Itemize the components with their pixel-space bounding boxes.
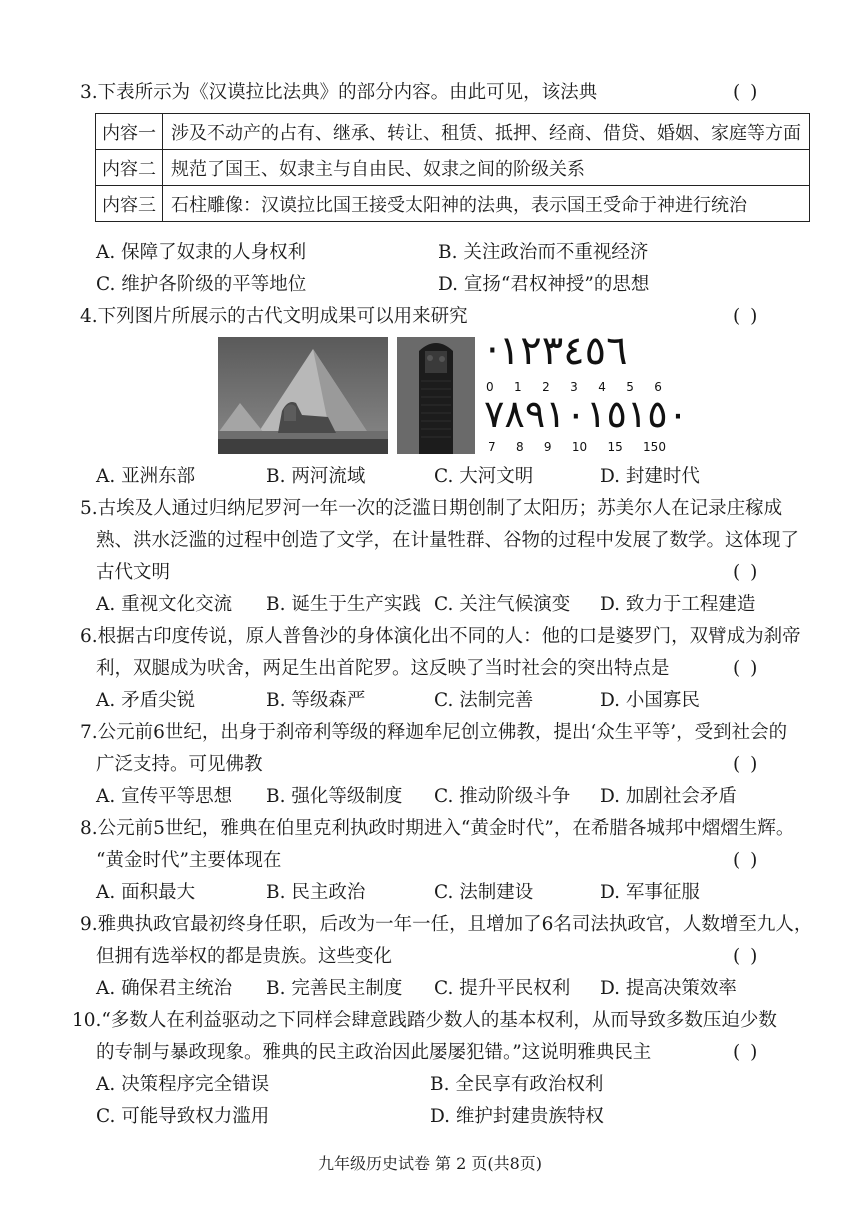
number-label: 6: [654, 380, 662, 394]
q8-answer-paren: ( ): [733, 850, 760, 871]
table-cell: 涉及不动产的占有、继承、转让、租赁、抵押、经商、借贷、婚姻、家庭等方面: [163, 114, 810, 150]
q9-answer-paren: ( ): [733, 946, 760, 967]
q5-option-b: B. 诞生于生产实践: [266, 594, 421, 615]
arabic-numerals-figure: [482, 328, 689, 458]
q5-option-a: A. 重视文化交流: [96, 594, 233, 615]
q7-option-b: B. 强化等级制度: [266, 786, 403, 807]
q5-stem-line-3: 古代文明: [96, 562, 171, 583]
q3-option-b: B. 关注政治而不重视经济: [438, 242, 649, 263]
pyramid-sphinx-image: [218, 337, 388, 454]
q5-stem-line-1: 5.古埃及人通过归纳尼罗河一年一次的泛滥日期创制了太阳历；苏美尔人在记录庄稼成: [80, 498, 783, 519]
number-label: 7: [488, 440, 496, 454]
hammurabi-stele-image: [397, 337, 475, 454]
q6-option-a: A. 矛盾尖锐: [96, 690, 196, 711]
q8-option-d: D. 军事征服: [600, 882, 700, 903]
table-row: [96, 150, 810, 186]
q9-stem-line-1: 9.雅典执政官最初终身任职，后改为一年一任，且增加了6名司法执政官，人数增至九人，: [80, 914, 813, 935]
number-label: 10: [571, 440, 588, 454]
q6-stem-line-2: 利，双腿成为吠舍，两足生出首陀罗。这反映了当时社会的突出特点是: [96, 658, 670, 679]
q7-stem-line-2: 广泛支持。可见佛教: [96, 754, 263, 775]
q5-answer-paren: ( ): [733, 562, 760, 583]
q5-option-c: C. 关注气候演变: [434, 594, 571, 615]
page-footer: 九年级历史试卷 第 2 页(共8页): [317, 1154, 543, 1173]
q7-stem-line-1: 7.公元前6世纪，出身于刹帝利等级的释迦牟尼创立佛教，提出‘众生平等’，受到社会的: [80, 722, 788, 743]
numbers-bottom-row: [488, 440, 666, 454]
q9-option-d: D. 提高决策效率: [600, 978, 737, 999]
q6-option-c: C. 法制完善: [434, 690, 534, 711]
number-label: 3: [570, 380, 578, 394]
q3-option-a: A. 保障了奴隶的人身权利: [96, 242, 307, 263]
q6-option-d: D. 小国寡民: [600, 690, 700, 711]
number-label: 9: [543, 440, 552, 454]
table-row: [96, 114, 810, 150]
table-head-cell: 内容二: [96, 150, 163, 186]
number-label: 8: [515, 440, 524, 454]
q8-stem-line-1: 8.公元前5世纪，雅典在伯里克利执政时期进入“黄金时代”，在希腊各城邦中熠熠生辉。: [80, 818, 795, 839]
q3-law-table: [95, 113, 810, 222]
q4-option-c: C. 大河文明: [434, 466, 534, 487]
q7-option-d: D. 加剧社会矛盾: [600, 786, 737, 807]
q10-stem-line-2: 的专制与暴政现象。雅典的民主政治因此屡屡犯错。”这说明雅典民主: [96, 1042, 652, 1063]
table-head-cell: 内容一: [96, 114, 163, 150]
q3-stem: 3.下表所示为《汉谟拉比法典》的部分内容。由此可见，该法典: [80, 82, 598, 103]
table-row: [96, 186, 810, 222]
q10-option-a: A. 决策程序完全错误: [96, 1074, 270, 1095]
q3-option-d: D. 宣扬“君权神授”的思想: [438, 274, 650, 295]
q6-option-b: B. 等级森严: [266, 690, 366, 711]
q4-option-a: A. 亚洲东部: [96, 466, 196, 487]
q9-option-c: C. 提升平民权利: [434, 978, 571, 999]
q9-option-a: A. 确保君主统治: [96, 978, 233, 999]
number-label: 5: [626, 380, 634, 394]
q10-stem-line-1: 10.“多数人在利益驱动之下同样会肆意践踏少数人的基本权利，从而导致多数压迫少数: [72, 1010, 777, 1031]
number-label: 2: [542, 380, 550, 394]
q8-stem-line-2: “黄金时代”主要体现在: [96, 850, 282, 871]
q8-option-a: A. 面积最大: [96, 882, 196, 903]
q10-option-d: D. 维护封建贵族特权: [430, 1106, 604, 1127]
q3-option-c: C. 维护各阶级的平等地位: [96, 274, 307, 295]
q10-option-b: B. 全民享有政治权利: [430, 1074, 604, 1095]
q8-option-c: C. 法制建设: [434, 882, 534, 903]
q4-answer-paren: ( ): [733, 306, 760, 327]
q4-option-d: D. 封建时代: [600, 466, 700, 487]
number-label: 1: [514, 380, 522, 394]
q4-stem: 4.下列图片所展示的古代文明成果可以用来研究: [80, 306, 468, 327]
numerals-bottom-row: ٧٨٩١٠١٥١٥٠: [484, 392, 689, 436]
table-cell: 规范了国王、奴隶主与自由民、奴隶之间的阶级关系: [163, 150, 810, 186]
q5-stem-line-2: 熟、洪水泛滥的过程中创造了文学，在计量牲群、谷物的过程中发展了数学。这体现了: [96, 530, 800, 551]
q4-option-b: B. 两河流域: [266, 466, 366, 487]
q5-option-d: D. 致力于工程建造: [600, 594, 756, 615]
q9-option-b: B. 完善民主制度: [266, 978, 403, 999]
table-head-cell: 内容三: [96, 186, 163, 222]
q6-answer-paren: ( ): [733, 658, 760, 679]
table-cell: 石柱雕像：汉谟拉比国王接受太阳神的法典，表示国王受命于神进行统治: [163, 186, 810, 222]
number-label: 15: [607, 440, 623, 454]
number-label: 150: [643, 440, 666, 454]
q3-answer-paren: ( ): [733, 82, 760, 103]
q7-option-a: A. 宣传平等思想: [96, 786, 233, 807]
number-label: 0: [486, 380, 494, 394]
numerals-top-row: ·١٢٣٤٥٦: [486, 328, 628, 374]
number-label: 4: [598, 380, 606, 394]
q10-option-c: C. 可能导致权力滥用: [96, 1106, 270, 1127]
q7-answer-paren: ( ): [733, 754, 760, 775]
q9-stem-line-2: 但拥有选举权的都是贵族。这些变化: [96, 946, 393, 967]
q8-option-b: B. 民主政治: [266, 882, 366, 903]
q7-option-c: C. 推动阶级斗争: [434, 786, 571, 807]
q6-stem-line-1: 6.根据古印度传说，原人普鲁沙的身体演化出不同的人：他的口是婆罗门，双臂成为刹帝: [80, 626, 801, 647]
q10-answer-paren: ( ): [733, 1042, 760, 1063]
